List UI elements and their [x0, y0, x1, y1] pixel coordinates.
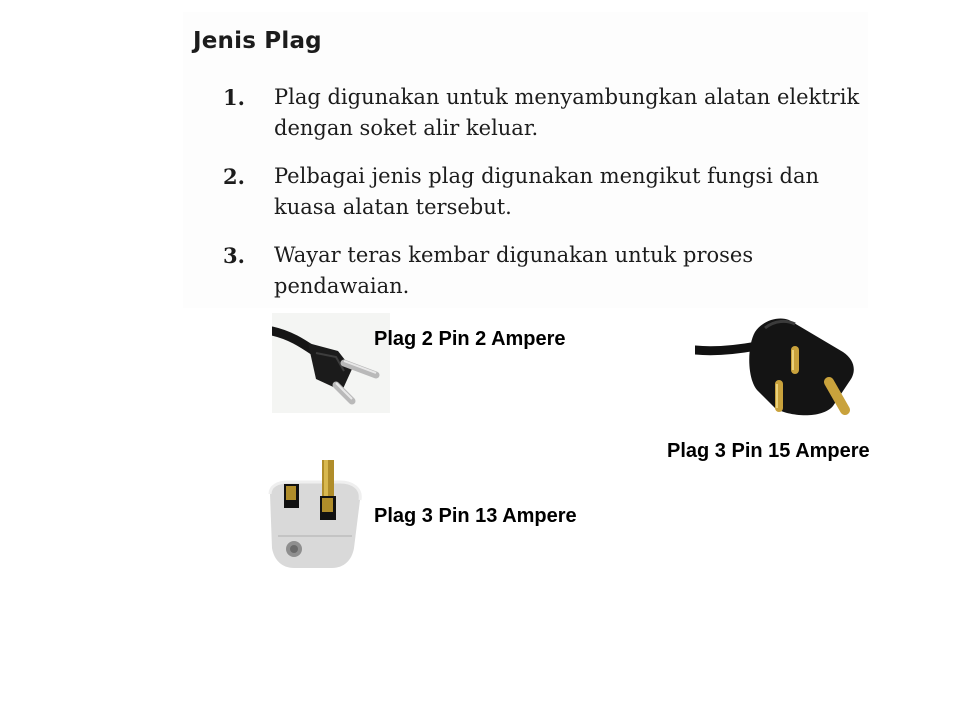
list-item-text: Wayar teras kembar digunakan untuk proses pendawaian.	[274, 243, 754, 298]
list-item-text: Plag digunakan untuk menyambungkan alatan elektrik dengan soket alir keluar.	[274, 85, 860, 140]
list-item-number: 1.	[223, 85, 245, 110]
two-pin-plug-icon	[272, 313, 390, 413]
three-pin-13a-plug-icon	[258, 456, 368, 574]
three-pin-15a-plug-icon	[695, 312, 863, 420]
plug-caption: Plag 2 Pin 2 Ampere	[374, 328, 566, 350]
list-item-number: 2.	[223, 164, 245, 189]
list-item-number: 3.	[223, 243, 245, 268]
plug-caption: Plag 3 Pin 13 Ampere	[374, 505, 577, 527]
scanned-text-panel	[183, 12, 868, 308]
plug-caption: Plag 3 Pin 15 Ampere	[667, 440, 870, 462]
list-item-text: Pelbagai jenis plag digunakan mengikut fungsi dan kuasa alatan tersebut.	[274, 164, 820, 219]
section-title: Jenis Plag	[193, 28, 322, 54]
